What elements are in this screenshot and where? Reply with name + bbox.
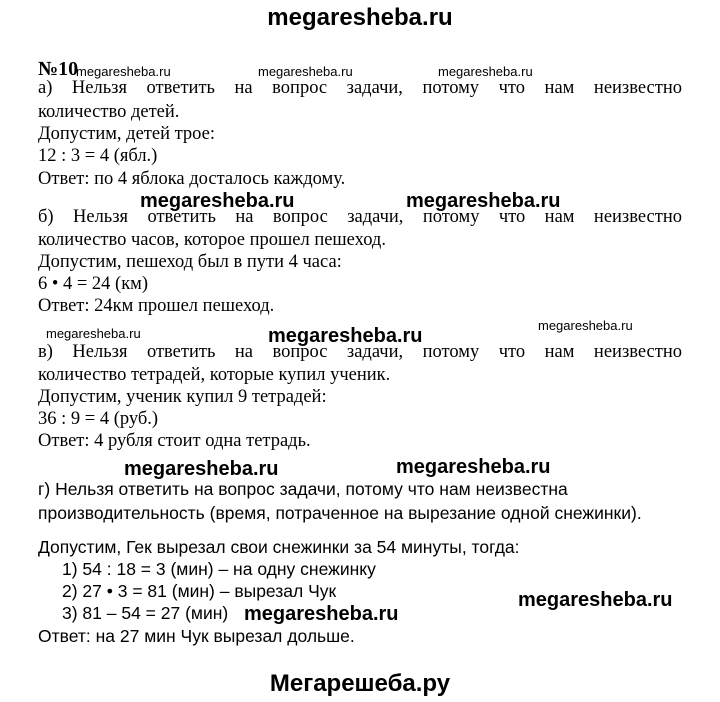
site-header[interactable]: megaresheba.ru (267, 4, 453, 31)
part-g-step1: 1) 54 : 18 = 3 (мин) – на одну снежинку (62, 559, 376, 579)
watermark[interactable]: megaresheba.ru (268, 325, 423, 347)
part-a-answer: Ответ: по 4 яблока досталось каждому. (38, 169, 346, 189)
part-b-line3: Допустим, пешеход был в пути 4 часа: (38, 252, 342, 272)
part-g-step2: 2) 27 • 3 = 81 (мин) – вырезал Чук (62, 581, 337, 601)
watermark[interactable]: megaresheba.ru (244, 603, 399, 625)
part-v-line3: Допустим, ученик купил 9 тетрадей: (38, 387, 327, 407)
watermark[interactable]: megaresheba.ru (258, 64, 353, 79)
part-a-line1: а) Нельзя ответить на вопрос задачи, потому что нам неизвестно (38, 78, 682, 98)
watermark[interactable]: megaresheba.ru (140, 190, 295, 212)
site-footer[interactable]: Мегарешеба.ру (269, 670, 451, 697)
part-g-line1: г) Нельзя ответить на вопрос задачи, потому что нам неизвестна (38, 479, 568, 499)
part-v-equation: 36 : 9 = 4 (руб.) (38, 409, 159, 429)
part-g-step3: 3) 81 – 54 = 27 (мин) (62, 603, 229, 623)
part-a-equation: 12 : 3 = 4 (ябл.) (38, 146, 158, 166)
part-b-equation: 6 • 4 = 24 (км) (38, 274, 149, 294)
part-b-line2: количество часов, которое прошел пешеход. (38, 230, 386, 250)
watermark[interactable]: megaresheba.ru (124, 458, 279, 480)
watermark[interactable]: megaresheba.ru (538, 318, 633, 333)
part-g-line3: Допустим, Гек вырезал свои снежинки за 54 минуты, тогда: (38, 537, 520, 557)
part-v-answer: Ответ: 4 рубля стоит одна тетрадь. (38, 431, 311, 451)
watermark[interactable]: megaresheba.ru (406, 190, 561, 212)
part-b-line1: б) Нельзя ответить на вопрос задачи, потому что нам неизвестно (38, 207, 682, 227)
part-v-line1: в) Нельзя ответить на вопрос задачи, потому что нам неизвестно (38, 342, 682, 362)
part-b-answer: Ответ: 24км прошел пешеход. (38, 296, 275, 316)
watermark[interactable]: megaresheba.ru (46, 326, 141, 341)
part-a-line3: Допустим, детей трое: (38, 124, 216, 144)
watermark[interactable]: megaresheba.ru (438, 64, 533, 79)
task-number: №10 (38, 58, 79, 80)
watermark[interactable]: megaresheba.ru (518, 589, 673, 611)
watermark[interactable]: megaresheba.ru (396, 456, 551, 478)
part-v-line2: количество тетрадей, которые купил ученик. (38, 365, 391, 385)
part-g-answer: Ответ: на 27 мин Чук вырезал дольше. (38, 626, 355, 646)
watermark[interactable]: megaresheba.ru (76, 64, 171, 79)
part-g-line2: производительность (время, потраченное на вырезание одной снежинки). (38, 503, 642, 523)
part-a-line2: количество детей. (38, 102, 180, 122)
